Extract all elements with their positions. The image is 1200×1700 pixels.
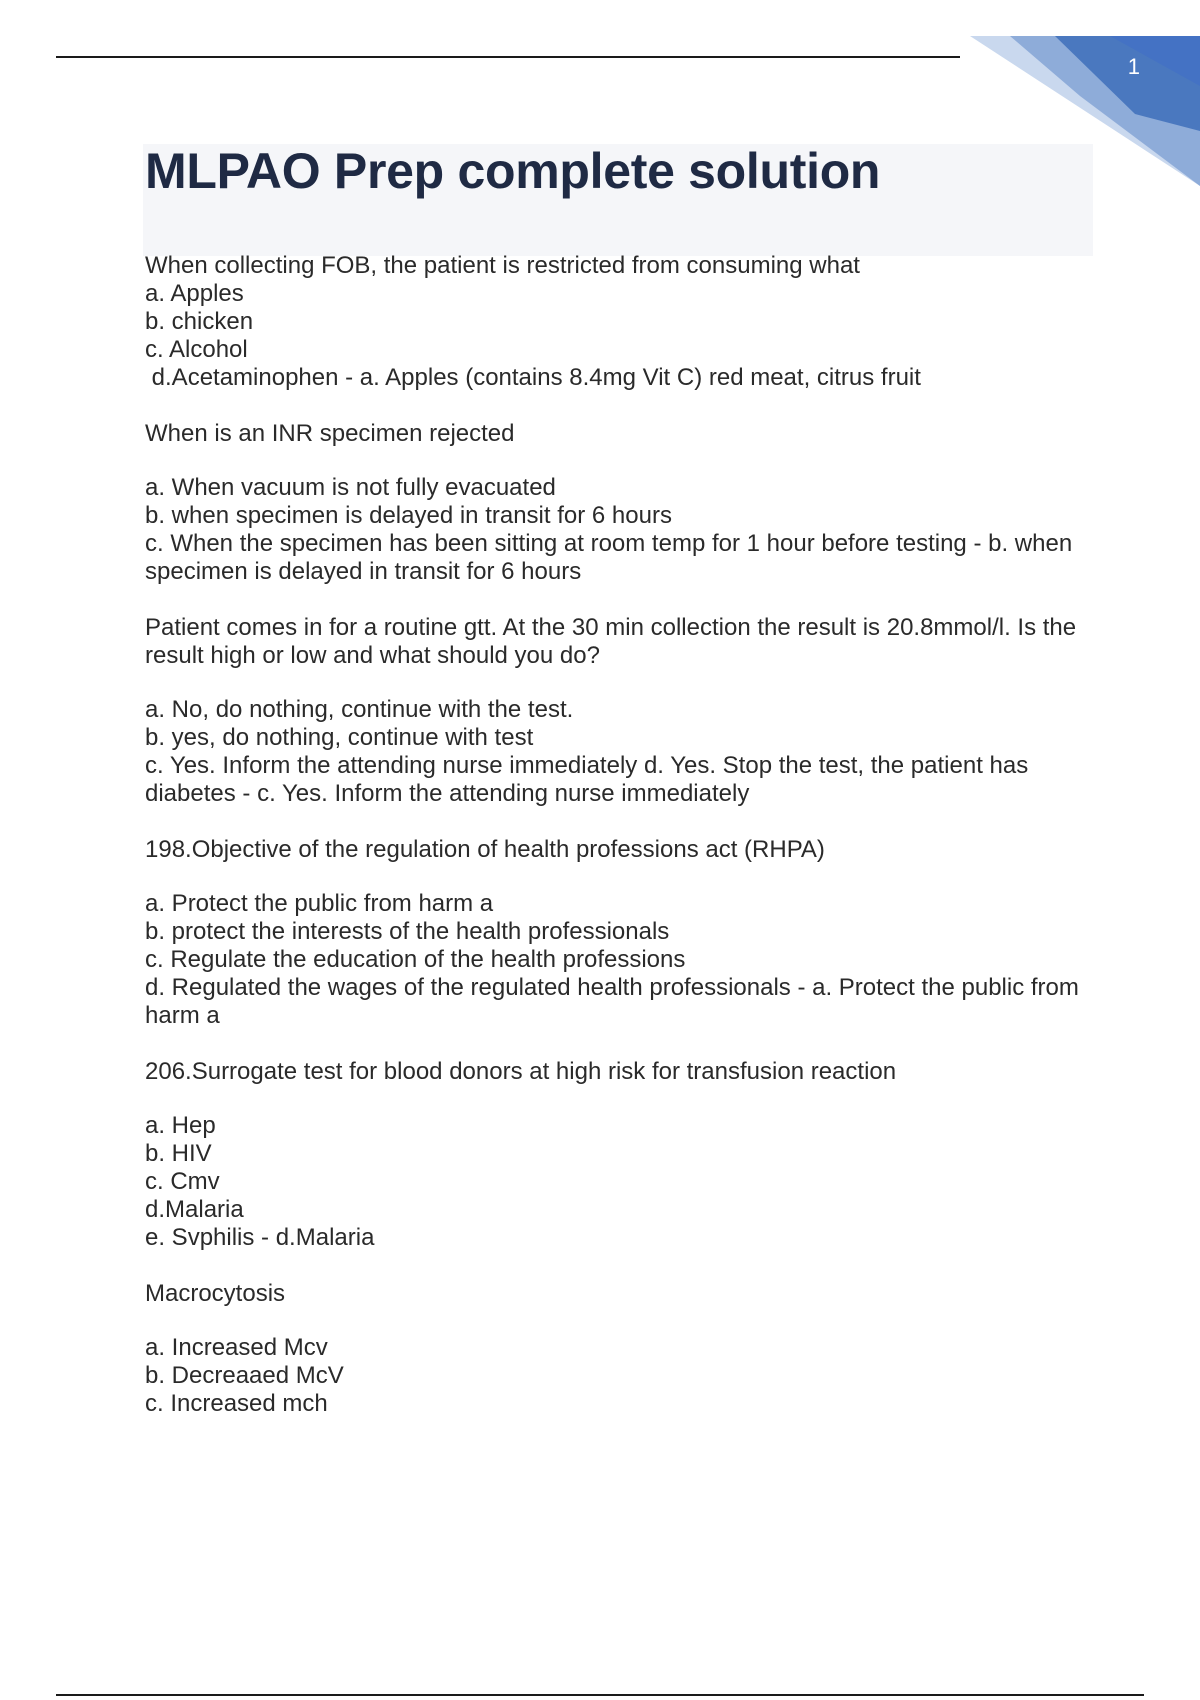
answer-line: c. When the specimen has been sitting at room temp for 1 hour before testing - b. when specimen is delayed in transit for 6 hours bbox=[145, 530, 1073, 585]
option-line: b. protect the interests of the health professionals bbox=[145, 918, 670, 945]
question-5 bbox=[145, 1058, 1085, 1252]
answer-line: d.Acetaminophen - a. Apples (contains 8.4mg Vit C) red meat, citrus fruit bbox=[145, 364, 921, 391]
question-stem: 198.Objective of the regulation of health professions act (RHPA) bbox=[145, 836, 825, 863]
answer-line: c. Yes. Inform the attending nurse immediately d. Yes. Stop the test, the patient has diabetes - c. Yes. Inform the attending nurse immediately bbox=[145, 752, 1029, 807]
question-2 bbox=[145, 420, 1085, 586]
option-line: c. Regulate the education of the health professions bbox=[145, 946, 686, 973]
question-6 bbox=[145, 1280, 1085, 1418]
question-line: When collecting FOB, the patient is restricted from consuming what bbox=[145, 252, 860, 279]
question-stem: Patient comes in for a routine gtt. At the 30 min collection the result is 20.8mmol/l. Is the result high or low and what should you do? bbox=[145, 614, 1077, 669]
option-line: a. Apples bbox=[145, 280, 244, 307]
option-line: b. yes, do nothing, continue with test bbox=[145, 724, 534, 751]
question-1 bbox=[145, 252, 1085, 392]
option-line: a. When vacuum is not fully evacuated bbox=[145, 474, 556, 501]
footer-rule bbox=[56, 1694, 1144, 1696]
option-line: c. Cmv bbox=[145, 1168, 220, 1195]
option-line: c. Increased mch bbox=[145, 1390, 328, 1417]
option-line: d.Malaria bbox=[145, 1196, 244, 1223]
option-line: c. Alcohol bbox=[145, 336, 248, 363]
header-rule bbox=[56, 56, 960, 58]
question-list bbox=[145, 252, 1085, 1446]
option-line: a. Hep bbox=[145, 1112, 216, 1139]
question-stem: When is an INR specimen rejected bbox=[145, 420, 515, 447]
option-line: b. HIV bbox=[145, 1140, 212, 1167]
option-line: a. Increased Mcv bbox=[145, 1334, 328, 1361]
option-line: b. Decreaaed McV bbox=[145, 1362, 344, 1389]
option-line: a. No, do nothing, continue with the test. bbox=[145, 696, 574, 723]
page-number: 1 bbox=[1127, 54, 1140, 79]
question-stem: 206.Surrogate test for blood donors at high risk for transfusion reaction bbox=[145, 1058, 897, 1085]
question-3 bbox=[145, 614, 1085, 808]
question-4 bbox=[145, 836, 1085, 1030]
option-line: b. chicken bbox=[145, 308, 254, 335]
answer-line: d. Regulated the wages of the regulated health professionals - a. Protect the public from harm a bbox=[145, 974, 1079, 1029]
answer-line: e. Svphilis - d.Malaria bbox=[145, 1224, 375, 1251]
question-stem: Macrocytosis bbox=[145, 1280, 286, 1307]
option-line: b. when specimen is delayed in transit for 6 hours bbox=[145, 502, 672, 529]
option-line: a. Protect the public from harm a bbox=[145, 890, 494, 917]
document-title: MLPAO Prep complete solution bbox=[145, 143, 881, 199]
